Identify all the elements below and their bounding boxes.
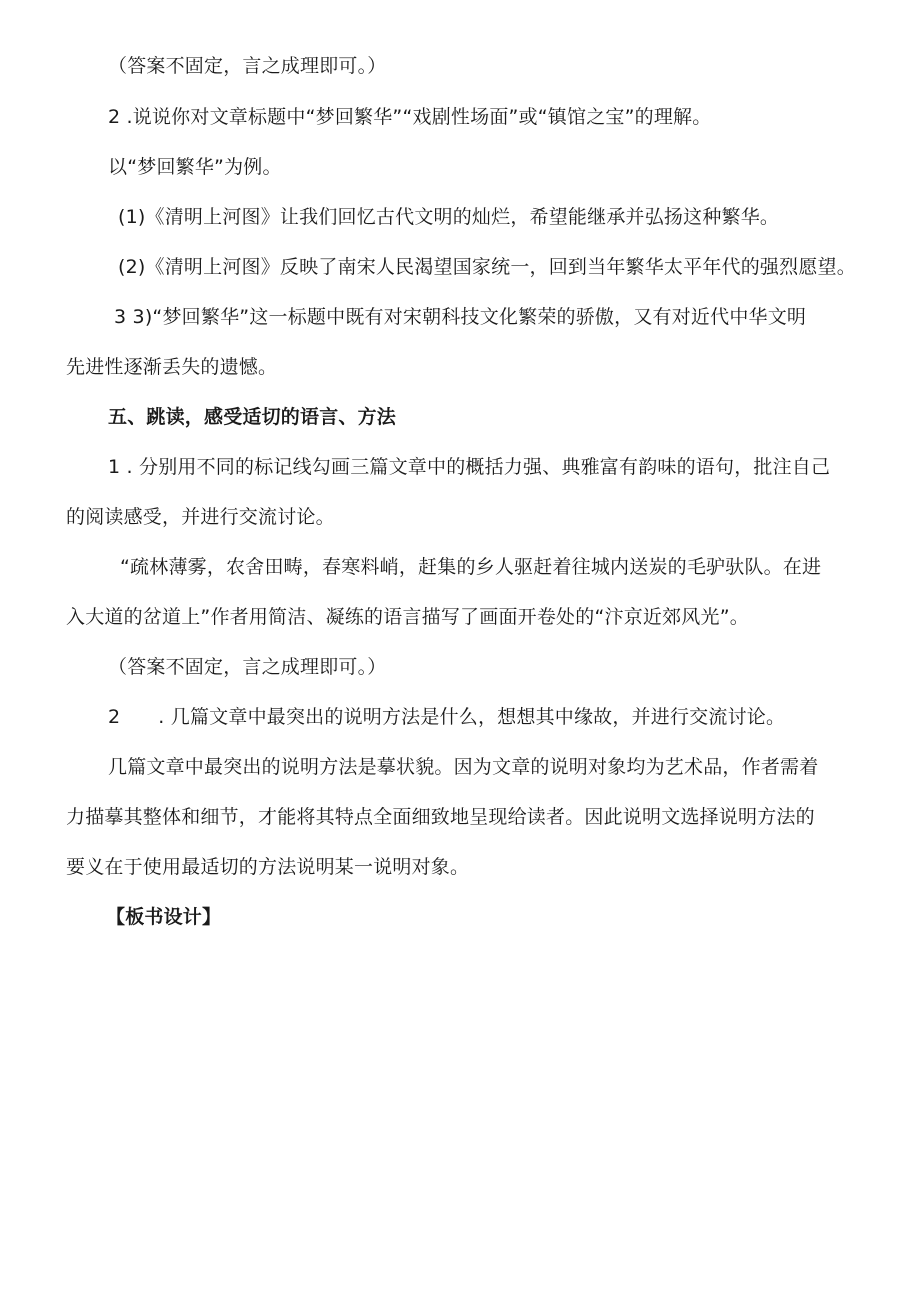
task-1: 1 . 分别用不同的标记线勾画三篇文章中的概括力强、典雅富有韵味的语句，批注自己 bbox=[108, 456, 831, 478]
board-design-heading: 【板书设计】 bbox=[106, 906, 222, 928]
answer-note-2: （答案不固定，言之成理即可。） bbox=[108, 656, 387, 678]
question-2-text: .说说你对文章标题中“梦回繁华”“戏剧性场面”或“镇馆之宝”的理解。 bbox=[126, 106, 712, 128]
answer-item-2: (2)《清明上河图》反映了南宋人民渴望国家统一，回到当年繁华太平年代的强烈愿望。 bbox=[118, 256, 856, 278]
answer-paragraph-cont-1: 力描摹其整体和细节，才能将其特点全面细致地呈现给读者。因此说明文选择说明方法的 bbox=[66, 806, 815, 828]
quote-paragraph: “疏林薄雾，农舍田畴，春寒料峭，赶集的乡人驱赶着往城内送炭的毛驴驮队。在进 bbox=[120, 556, 822, 578]
answer-item-3-cont: 先进性逐渐丢失的遗憾。 bbox=[66, 356, 278, 378]
task-1-cont: 的阅读感受，并进行交流讨论。 bbox=[66, 506, 335, 528]
answer-paragraph: 几篇文章中最突出的说明方法是摹状貌。因为文章的说明对象均为艺术品，作者需着 bbox=[108, 756, 819, 778]
answer-item-3: 3 3)“梦回繁华”这一标题中既有对宋朝科技文化繁荣的骄傲，又有对近代中华文明 bbox=[114, 306, 807, 328]
answer-paragraph-cont-2: 要义在于使用最适切的方法说明某一说明对象。 bbox=[66, 856, 470, 878]
quote-paragraph-cont: 入大道的岔道上”作者用简洁、凝练的语言描写了画面开卷处的“汴京近郊风光”。 bbox=[66, 606, 749, 628]
question-2-line bbox=[108, 105, 711, 129]
answer-note-1: （答案不固定，言之成理即可。） bbox=[108, 55, 387, 77]
section-heading: 五、跳读，感受适切的语言、方法 bbox=[108, 406, 397, 428]
question-2-number: 2 bbox=[108, 106, 121, 128]
task-2-number: 2 bbox=[108, 706, 121, 728]
example-intro: 以“梦回繁华”为例。 bbox=[108, 156, 282, 178]
task-2-text: . 几篇文章中最突出的说明方法是什么，想想其中缘故，并进行交流讨论。 bbox=[158, 706, 786, 728]
answer-item-1: (1)《清明上河图》让我们回忆古代文明的灿烂，希望能继承并弘扬这种繁华。 bbox=[118, 206, 780, 228]
task-2-line bbox=[108, 705, 785, 729]
